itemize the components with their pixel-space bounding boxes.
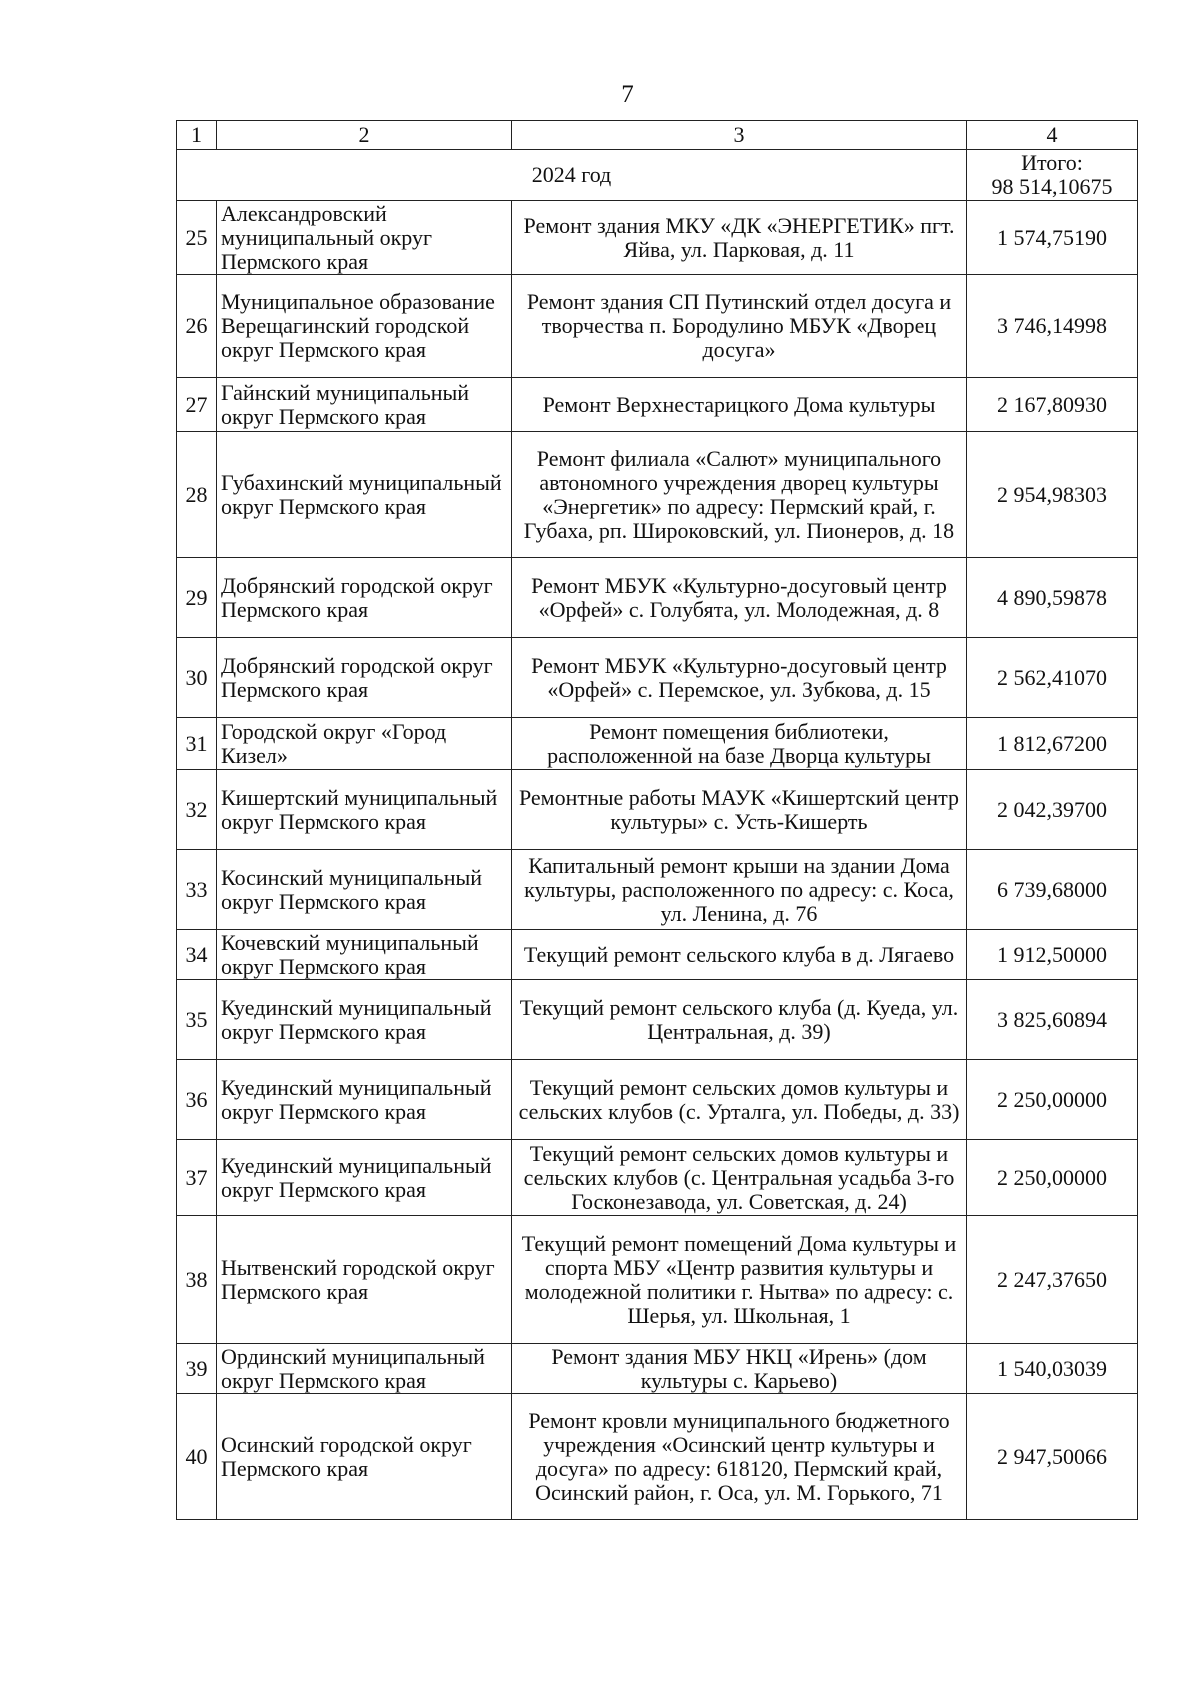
row-object: Ремонтные работы МАУК «Кишертский центр культуры» с. Усть-Кишерть (512, 770, 967, 850)
year-label: 2024 год (177, 150, 967, 201)
row-organization: Ординский муниципальный округ Пермского края (217, 1344, 512, 1394)
row-amount: 2 042,39700 (967, 770, 1138, 850)
row-number: 35 (177, 980, 217, 1060)
table-row (177, 638, 1138, 718)
row-amount: 2 954,98303 (967, 432, 1138, 558)
row-organization: Губахинский муниципальный округ Пермского края (217, 432, 512, 558)
row-number: 40 (177, 1394, 217, 1520)
row-organization: Александровский муниципальный округ Пермского края (217, 201, 512, 275)
table-row (177, 1216, 1138, 1344)
row-organization: Косинский муниципальный округ Пермского края (217, 850, 512, 930)
row-amount: 1 540,03039 (967, 1344, 1138, 1394)
row-organization: Добрянский городской округ Пермского края (217, 638, 512, 718)
table-body (177, 121, 1138, 1520)
table-row (177, 770, 1138, 850)
row-object: Текущий ремонт помещений Дома культуры и спорта МБУ «Центр развития культуры и молодежной политики г. Нытва» по адресу: с. Шерья, ул. Школьная, 1 (512, 1216, 967, 1344)
row-object: Текущий ремонт сельского клуба (д. Куеда, ул. Центральная, д. 39) (512, 980, 967, 1060)
table-row (177, 980, 1138, 1060)
row-amount: 3 825,60894 (967, 980, 1138, 1060)
row-number: 32 (177, 770, 217, 850)
table-row (177, 1394, 1138, 1520)
row-organization: Куединский муниципальный округ Пермского края (217, 1140, 512, 1216)
row-number: 26 (177, 275, 217, 378)
objects-table (176, 120, 1138, 1520)
row-organization: Осинский городской округ Пермского края (217, 1394, 512, 1520)
row-amount: 1 812,67200 (967, 718, 1138, 770)
total-label: Итого: (1021, 150, 1083, 175)
row-organization: Гайнский муниципальный округ Пермского края (217, 378, 512, 432)
column-header: 3 (512, 121, 967, 150)
column-header: 4 (967, 121, 1138, 150)
row-amount: 4 890,59878 (967, 558, 1138, 638)
table-row (177, 1344, 1138, 1394)
row-organization: Кочевский муниципальный округ Пермского края (217, 930, 512, 980)
total-value: 98 514,10675 (991, 174, 1113, 199)
row-object: Ремонт здания МБУ НКЦ «Ирень» (дом культуры с. Карьево) (512, 1344, 967, 1394)
table-row (177, 378, 1138, 432)
row-organization: Городской округ «Город Кизел» (217, 718, 512, 770)
row-object: Ремонт кровли муниципального бюджетного учреждения «Осинский центр культуры и досуга» по адресу: 618120, Пермский край, Осинский район, г. Оса, ул. М. Горького, 71 (512, 1394, 967, 1520)
row-number: 33 (177, 850, 217, 930)
row-amount: 2 250,00000 (967, 1060, 1138, 1140)
row-object: Текущий ремонт сельских домов культуры и сельских клубов (с. Урталга, ул. Победы, д. 33) (512, 1060, 967, 1140)
table-row (177, 1140, 1138, 1216)
row-amount: 2 562,41070 (967, 638, 1138, 718)
row-organization: Муниципальное образование Верещагинский городской округ Пермского края (217, 275, 512, 378)
row-amount: 1 574,75190 (967, 201, 1138, 275)
table-row (177, 432, 1138, 558)
row-object: Ремонт здания МКУ «ДК «ЭНЕРГЕТИК» пгт. Яйва, ул. Парковая, д. 11 (512, 201, 967, 275)
row-number: 30 (177, 638, 217, 718)
row-object: Ремонт помещения библиотеки, расположенной на базе Дворца культуры (512, 718, 967, 770)
row-amount: 3 746,14998 (967, 275, 1138, 378)
table-row (177, 718, 1138, 770)
row-organization: Добрянский городской округ Пермского края (217, 558, 512, 638)
row-organization: Кишертский муниципальный округ Пермского края (217, 770, 512, 850)
row-amount: 6 739,68000 (967, 850, 1138, 930)
row-amount: 1 912,50000 (967, 930, 1138, 980)
row-number: 27 (177, 378, 217, 432)
row-number: 34 (177, 930, 217, 980)
page-number: 7 (621, 81, 634, 108)
table-row (177, 558, 1138, 638)
column-header: 1 (177, 121, 217, 150)
row-number: 39 (177, 1344, 217, 1394)
table-row (177, 1060, 1138, 1140)
row-number: 37 (177, 1140, 217, 1216)
year-section-row (177, 150, 1138, 201)
row-number: 36 (177, 1060, 217, 1140)
row-organization: Куединский муниципальный округ Пермского края (217, 980, 512, 1060)
row-object: Текущий ремонт сельского клуба в д. Лягаево (512, 930, 967, 980)
row-number: 38 (177, 1216, 217, 1344)
table-row (177, 930, 1138, 980)
row-amount: 2 250,00000 (967, 1140, 1138, 1216)
row-object: Ремонт филиала «Салют» муниципального автономного учреждения дворец культуры «Энергетик» по адресу: Пермский край, г. Губаха, рп. Широковский, ул. Пионеров, д. 18 (512, 432, 967, 558)
row-amount: 2 247,37650 (967, 1216, 1138, 1344)
row-object: Ремонт МБУК «Культурно-досуговый центр «Орфей» с. Голубята, ул. Молодежная, д. 8 (512, 558, 967, 638)
year-total-cell (967, 150, 1138, 201)
row-object: Ремонт Верхнестарицкого Дома культуры (512, 378, 967, 432)
row-number: 31 (177, 718, 217, 770)
column-header: 2 (217, 121, 512, 150)
row-object: Текущий ремонт сельских домов культуры и сельских клубов (с. Центральная усадьба 3-го Госконезавода, ул. Советская, д. 24) (512, 1140, 967, 1216)
table-row (177, 201, 1138, 275)
row-number: 29 (177, 558, 217, 638)
row-organization: Куединский муниципальный округ Пермского края (217, 1060, 512, 1140)
row-object: Ремонт МБУК «Культурно-досуговый центр «Орфей» с. Перемское, ул. Зубкова, д. 15 (512, 638, 967, 718)
row-object: Ремонт здания СП Путинский отдел досуга и творчества п. Бородулино МБУК «Дворец досуга» (512, 275, 967, 378)
table-row (177, 850, 1138, 930)
row-number: 28 (177, 432, 217, 558)
column-number-row (177, 121, 1138, 150)
row-number: 25 (177, 201, 217, 275)
row-object: Капитальный ремонт крыши на здании Дома культуры, расположенного по адресу: с. Коса, ул. Ленина, д. 76 (512, 850, 967, 930)
row-amount: 2 167,80930 (967, 378, 1138, 432)
row-organization: Нытвенский городской округ Пермского края (217, 1216, 512, 1344)
table-row (177, 275, 1138, 378)
row-amount: 2 947,50066 (967, 1394, 1138, 1520)
